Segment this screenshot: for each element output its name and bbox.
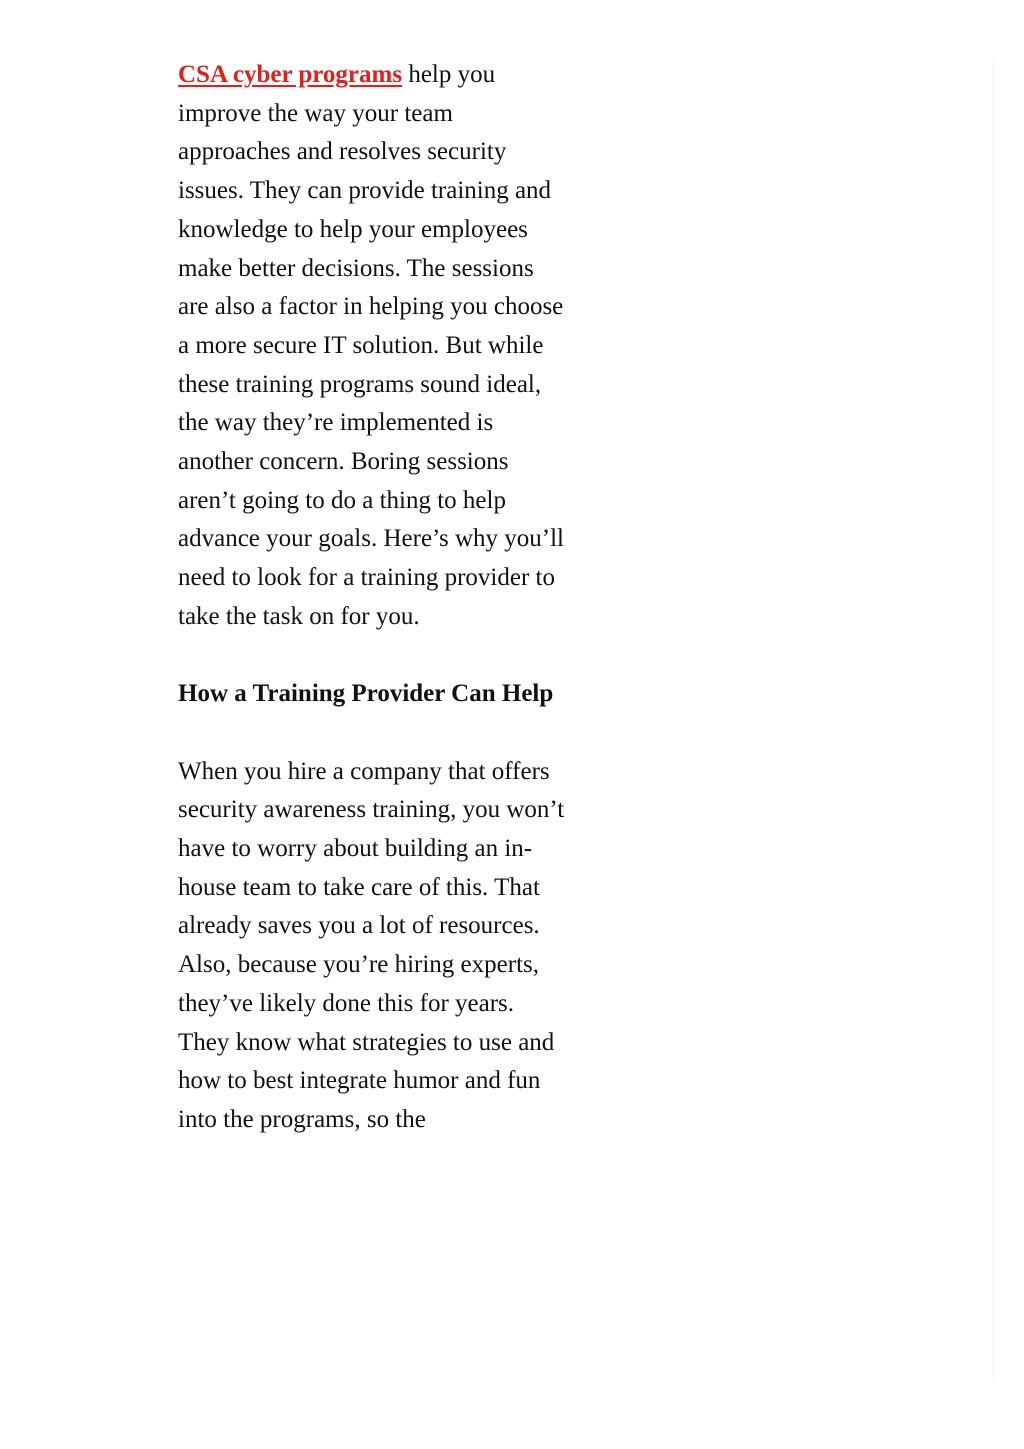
- csa-cyber-programs-link[interactable]: CSA cyber programs: [178, 61, 403, 88]
- intro-paragraph: [178, 56, 568, 637]
- article-content: [178, 56, 568, 1178]
- page-edge-divider: [993, 60, 994, 1380]
- body-paragraph: When you hire a company that offers security awareness training, you won’t have to worry about building an in-house team to take care of this. That already saves you a lot of resources. Also, because you’re hiring experts, they’ve likely done this for years. They know what strategies to use and how to best integrate humor and fun into the programs, so the: [178, 757, 565, 1133]
- intro-text: help you improve the way your team approaches and resolves security issues. They can provide training and knowledge to help your employees make better decisions. The sessions are also a factor in helping you choose a more secure IT solution. But while these training programs sound ideal, the way they’re implemented is another concern. Boring sessions aren’t going to do a thing to help advance your goals. Here’s why you’ll need to look for a training provider to take the task on for you.: [178, 61, 564, 630]
- section-heading: How a Training Provider Can Help: [178, 680, 554, 708]
